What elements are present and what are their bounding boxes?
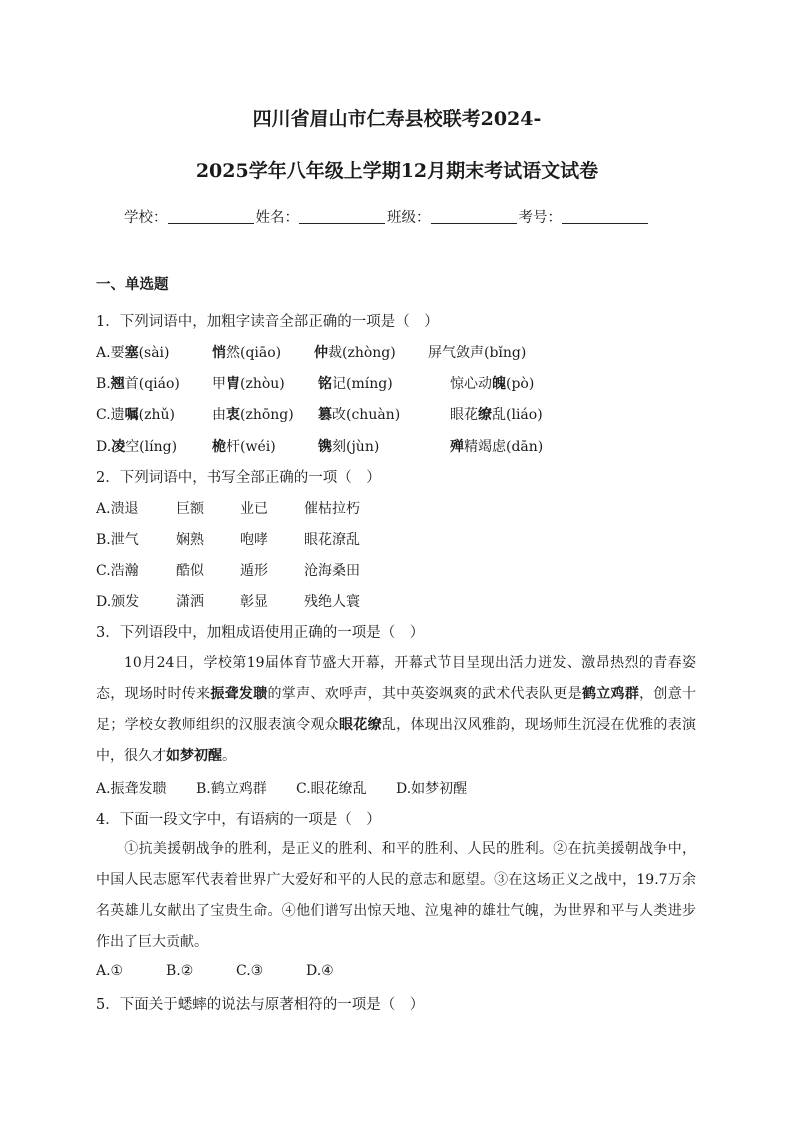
term-rest: 然(qiāo)	[226, 345, 282, 361]
option-label: B.	[96, 376, 111, 392]
option-label: C.	[96, 563, 111, 579]
passage-text: ，创意十足；学校女教师组织的汉服表演令观众	[96, 686, 697, 733]
option-term	[96, 560, 139, 580]
term-bold-char: 镌	[318, 439, 332, 455]
title-line-1: 四川省眉山市仁寿县校联考2024-	[252, 108, 542, 130]
term-rest: 杆(wéi)	[226, 439, 276, 455]
option-label: D.	[96, 594, 112, 610]
term-text: 浩瀚	[110, 563, 139, 579]
term-prefix: 眼花	[450, 407, 478, 423]
option-term	[212, 342, 281, 362]
term-bold-char: 篡	[318, 407, 332, 423]
question-2-stem: 2．下列词语中，书写全部正确的一项（ ）	[96, 470, 381, 486]
term-text: 巨额	[176, 501, 204, 517]
question-4-option-d[interactable]: D.④	[306, 963, 334, 979]
section-heading: 一、单选题	[96, 276, 169, 293]
term-bold-char: 悄	[212, 345, 226, 361]
question-1-option-c[interactable]	[0, 404, 794, 426]
term-prefix: 屏气敛声	[428, 345, 484, 361]
bold-idiom: 眼花缭	[338, 717, 382, 733]
option-label: B.	[96, 532, 111, 548]
term-rest: (zhǔ)	[138, 407, 176, 423]
term-text: 娴熟	[176, 532, 204, 548]
term-text: 泄气	[110, 532, 139, 548]
term-text: 颁发	[111, 594, 140, 610]
term-bold-char: 殚	[450, 439, 464, 455]
question-1-option-b[interactable]	[0, 373, 794, 395]
term-bold-char: 凌	[111, 439, 126, 455]
number-label: 考号：	[518, 210, 562, 226]
number-blank[interactable]	[562, 208, 648, 224]
question-4-option-c[interactable]: C.③	[236, 963, 264, 979]
option-term	[96, 436, 177, 456]
term-rest: 刻(jùn)	[332, 439, 380, 455]
option-term	[314, 342, 396, 362]
term-rest: 裁(zhòng)	[328, 345, 396, 361]
option-term	[176, 529, 204, 549]
option-term	[304, 560, 360, 580]
option-term	[318, 373, 393, 393]
term-rest: (zhōng)	[240, 407, 294, 423]
option-term	[96, 404, 175, 424]
option-term	[212, 373, 285, 393]
term-text: 催枯拉朽	[304, 501, 360, 517]
term-text: 彰显	[240, 594, 268, 610]
question-2-option-c[interactable]	[0, 560, 794, 582]
option-term	[96, 529, 139, 549]
term-rest: 首(qiáo)	[124, 376, 180, 392]
term-text: 沧海桑田	[304, 563, 360, 579]
term-bold-char: 桅	[212, 439, 226, 455]
bold-idiom: 振聋发聩	[210, 686, 268, 702]
option-term	[212, 436, 276, 456]
term-rest: 空(líng)	[125, 439, 178, 455]
passage-text: 10月24日，学校第19届体育节盛大开幕，开幕式节目呈现出活力迸发、激昂热烈的青春姿态，现场时时传来	[96, 655, 696, 702]
passage-text: 。	[222, 748, 236, 764]
question-3-passage	[96, 648, 696, 772]
term-rest: (zhòu)	[240, 376, 285, 392]
question-3-option-c[interactable]: C.眼花缭乱	[296, 781, 367, 797]
question-1-option-a[interactable]	[0, 342, 794, 364]
term-text: 溃退	[110, 501, 139, 517]
term-prefix: 甲	[212, 376, 226, 392]
term-bold-char: 塞	[124, 345, 139, 361]
option-label: D.	[96, 439, 112, 455]
term-rest: (sài)	[138, 345, 170, 361]
option-term	[240, 560, 268, 580]
term-bold-char: 衷	[226, 407, 240, 423]
student-info-row	[124, 206, 650, 227]
title-line-2: 2025学年八年级上学期12月期末考试语文试卷	[195, 160, 599, 182]
term-rest: (bǐng)	[484, 345, 527, 361]
option-term	[450, 436, 543, 456]
option-term	[318, 404, 400, 424]
option-term	[318, 436, 379, 456]
term-text: 咆哮	[240, 532, 268, 548]
term-bold-char: 翘	[110, 376, 125, 392]
term-rest: 精竭虑(dān)	[464, 439, 544, 455]
term-text: 潇洒	[176, 594, 204, 610]
option-label: A.	[96, 501, 111, 517]
school-label: 学校：	[124, 210, 168, 226]
bold-idiom: 鹤立鸡群	[581, 686, 640, 702]
option-term	[240, 529, 268, 549]
class-blank[interactable]	[431, 208, 517, 224]
school-blank[interactable]	[168, 208, 254, 224]
option-term	[450, 404, 543, 424]
question-1-option-d[interactable]	[0, 436, 794, 458]
question-2-option-b[interactable]	[0, 529, 794, 551]
option-term	[96, 591, 139, 611]
option-term	[212, 404, 294, 424]
option-term	[240, 498, 268, 518]
term-prefix: 要	[110, 345, 125, 361]
question-4-option-b[interactable]: B.②	[166, 963, 194, 979]
option-label: A.	[96, 345, 111, 361]
option-term	[176, 560, 204, 580]
option-term	[428, 342, 526, 362]
question-4-passage-text: ①抗美援朝战争的胜利，是正义的胜利、和平的胜利、人民的胜利。②在抗美援朝战争中，中国人民志愿军代表着世界广大爱好和平的人民的意志和愿望。③在这场正义之战中，19.7万余名英雄儿女献出了宝贵生命。④他们谱写出惊天地、泣鬼神的雄壮气魄，为世界和平与人类进步作出了巨大贡献。	[96, 841, 696, 950]
question-1-stem: 1．下列词语中，加粗字读音全部正确的一项是（ ）	[96, 314, 439, 330]
class-label: 班级：	[387, 210, 431, 226]
question-3-option-a[interactable]: A.振聋发聩	[96, 781, 167, 797]
option-term	[96, 498, 139, 518]
option-term	[450, 373, 534, 393]
question-4-passage	[96, 834, 696, 958]
term-prefix: 遗	[110, 407, 125, 423]
question-2-option-d[interactable]	[0, 591, 794, 613]
term-rest: 记(míng)	[332, 376, 393, 392]
term-bold-char: 胄	[226, 376, 240, 392]
passage-text: 的掌声、欢呼声，其中英姿飒爽的武术代表队更是	[267, 686, 582, 702]
term-text: 酷似	[176, 563, 204, 579]
question-3-option-d[interactable]: D.如梦初醒	[396, 781, 468, 797]
term-bold-char: 铭	[318, 376, 332, 392]
term-text: 残绝人寰	[304, 594, 360, 610]
question-2-option-a[interactable]	[0, 498, 794, 520]
question-5-stem: 5．下面关于蟋蟀的说法与原著相符的一项是（ ）	[96, 997, 425, 1013]
term-prefix: 惊心动	[450, 376, 492, 392]
option-label: C.	[96, 407, 111, 423]
question-3-option-b[interactable]: B.鹤立鸡群	[196, 781, 267, 797]
term-text: 业已	[240, 501, 268, 517]
option-term	[304, 591, 360, 611]
option-term	[176, 498, 204, 518]
term-rest: (pò)	[506, 376, 535, 392]
passage-text: 乱，体现出汉风雅韵，现场师生沉浸在优雅的表演中，很久才	[96, 717, 697, 764]
bold-idiom: 如梦初醒	[166, 748, 222, 764]
term-prefix: 由	[212, 407, 226, 423]
term-text: 遁形	[240, 563, 268, 579]
option-term	[304, 529, 360, 549]
term-rest: 乱(liáo)	[492, 407, 543, 423]
option-term	[96, 373, 180, 393]
term-text: 眼花潦乱	[304, 532, 360, 548]
option-term	[240, 591, 268, 611]
term-bold-char: 嘱	[124, 407, 139, 423]
option-term	[176, 591, 204, 611]
term-bold-char: 魄	[492, 376, 506, 392]
question-4-stem: 4．下面一段文字中，有语病的一项是（ ）	[96, 812, 381, 828]
name-label: 姓名：	[255, 210, 299, 226]
term-bold-char: 仲	[314, 345, 328, 361]
term-rest: 改(chuàn)	[332, 407, 401, 423]
name-blank[interactable]	[299, 208, 385, 224]
question-4-option-a[interactable]: A.①	[96, 963, 124, 979]
option-term	[96, 342, 170, 362]
term-bold-char: 缭	[478, 407, 492, 423]
option-term	[304, 498, 360, 518]
question-3-stem: 3．下列语段中，加粗成语使用正确的一项是（ ）	[96, 625, 425, 641]
